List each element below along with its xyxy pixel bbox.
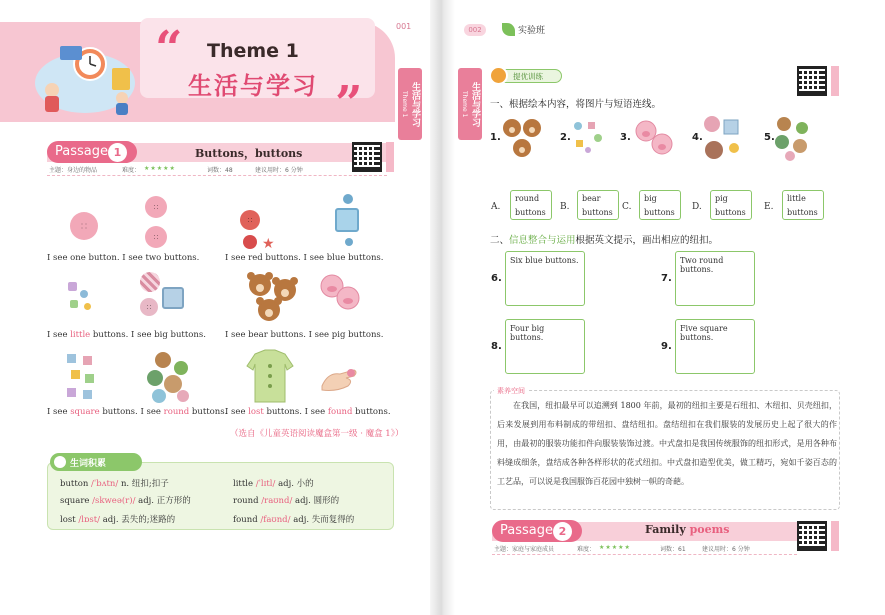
sentence-red-buttons: I see red buttons. bbox=[225, 253, 301, 263]
vocab-word: button bbox=[60, 479, 89, 489]
passage-2-number: 2 bbox=[553, 522, 572, 541]
little-button-1 bbox=[68, 282, 77, 291]
option-e-line2: buttons bbox=[787, 208, 818, 217]
literacy-text: 在我国，纽扣最早可以追溯到 1800 年前，最初的纽扣主要是石纽扣、木纽扣、贝壳纽扣，后来发展到用布料制成的带纽扣、盘结纽扣。盘结纽扣在我们服装的发展历史上起了很大的作用，由最初的服装功能扣件向服装装饰过渡。中式盘扣是我国传统服饰的纽扣形式，是用各种布料缝成细条，盘结成各种各样形状的花式纽扣。中式盘扣造型优美，做工精巧，宛如千姿百态的工艺品，可以说是我国服饰百花园中独树一帜的奇葩。 bbox=[497, 401, 837, 486]
vocab-item-button bbox=[60, 477, 169, 489]
vocab-heading: 生词积累 bbox=[50, 453, 142, 471]
vocab-definition: adj. 圆形的 bbox=[295, 496, 340, 506]
vocab-item-round bbox=[233, 494, 339, 506]
sentence-blue-buttons: I see blue buttons. bbox=[303, 253, 384, 263]
answer-number-7: 7. bbox=[661, 273, 672, 284]
sentence-bear-buttons: I see bear buttons. bbox=[225, 330, 306, 340]
q1-picture-bear-buttons bbox=[500, 116, 545, 160]
meta-difficulty-label: 难度： bbox=[577, 546, 596, 553]
option-box-e bbox=[782, 190, 824, 220]
answer-number-6: 6. bbox=[491, 273, 502, 284]
vocab-item-little bbox=[233, 477, 314, 489]
leaf-icon bbox=[502, 23, 515, 36]
option-box-c bbox=[639, 190, 681, 220]
sentence-square-word: square bbox=[70, 407, 100, 417]
sentence-found-pre: I see bbox=[304, 407, 328, 417]
answer-box-8[interactable]: Four big buttons. bbox=[505, 319, 585, 374]
option-letter-c: C. bbox=[622, 202, 632, 212]
page-number-right: 002 bbox=[464, 24, 486, 36]
quote-close-icon: ” bbox=[335, 76, 363, 132]
picture-number-3: 3. bbox=[620, 132, 631, 143]
answer-number-8: 8. bbox=[491, 341, 502, 352]
vocab-definition: adj. 正方形的 bbox=[138, 496, 191, 506]
meta-word-count: 词数：48 bbox=[207, 167, 233, 174]
q1-picture-big-buttons bbox=[702, 114, 744, 162]
vocab-phonetic: /ˈlɪtl/ bbox=[255, 479, 276, 489]
sentence-1 bbox=[47, 253, 199, 263]
sentence-round-buttons bbox=[140, 407, 227, 417]
sentence-found-buttons bbox=[305, 407, 391, 417]
passage-2-label: Passage bbox=[492, 520, 582, 542]
option-letter-a: A. bbox=[491, 202, 501, 212]
blue-square-button-picture bbox=[335, 208, 359, 232]
question-2-prefix: 二、 bbox=[490, 235, 510, 246]
picture-number-5: 5. bbox=[764, 132, 775, 143]
meta-suggested-time: 建议用时：6 分钟 bbox=[255, 167, 303, 174]
qr-code-right[interactable] bbox=[797, 66, 827, 96]
big-button-round bbox=[140, 298, 158, 316]
vocab-definition: n. 纽扣;扣子 bbox=[120, 479, 169, 489]
literacy-label: 素养空间 bbox=[494, 386, 528, 396]
q1-picture-little-buttons bbox=[570, 118, 610, 158]
option-b-line1: bear bbox=[582, 194, 601, 203]
theme-subtitle: 生活与学习 bbox=[188, 72, 318, 100]
option-c-line1: big bbox=[644, 194, 657, 203]
passage-2-title bbox=[645, 523, 729, 536]
vocab-phonetic: /faʊnd/ bbox=[260, 515, 291, 525]
side-tab-label: 生活与学习 bbox=[470, 81, 480, 127]
meta-suggested-time: 建议用时：6 分钟 bbox=[702, 546, 750, 553]
passage-2-meta bbox=[492, 542, 797, 555]
meta-difficulty-stars: ★★★★★ bbox=[599, 544, 631, 551]
option-letter-d: D. bbox=[692, 202, 702, 212]
practice-tag: 提优训练 bbox=[492, 69, 562, 83]
square-buttons-picture bbox=[65, 352, 99, 402]
qr-tag-right bbox=[831, 66, 839, 96]
vocab-item-lost bbox=[60, 513, 175, 525]
red-buttons-picture bbox=[240, 210, 260, 230]
vocab-heading-icon bbox=[54, 456, 66, 468]
vocab-item-square bbox=[60, 494, 191, 506]
question-2-highlight: 信息整合与运用 bbox=[509, 235, 576, 246]
answer-number-9: 9. bbox=[661, 341, 672, 352]
sentence-found-post: buttons. bbox=[352, 407, 391, 417]
side-tab-sub: Theme 1 bbox=[461, 90, 468, 118]
meta-topic: 主题：身边的物品 bbox=[49, 167, 98, 174]
vocab-word: round bbox=[233, 496, 259, 506]
red-buttons-picture-small bbox=[243, 235, 257, 249]
practice-icon bbox=[489, 66, 508, 85]
vocab-phonetic: /lɒst/ bbox=[78, 515, 100, 525]
meta-difficulty-label: 难度： bbox=[122, 167, 141, 174]
vocab-word: lost bbox=[60, 515, 76, 525]
left-page bbox=[0, 0, 430, 615]
picture-number-1: 1. bbox=[490, 132, 501, 143]
q1-picture-round-buttons bbox=[772, 114, 812, 162]
qr-code[interactable] bbox=[352, 142, 382, 172]
option-box-d bbox=[710, 190, 752, 220]
theme-illustration bbox=[30, 28, 140, 116]
sentence-found-word: found bbox=[327, 407, 353, 417]
option-d-line1: pig bbox=[715, 194, 728, 203]
option-a-line1: round bbox=[515, 194, 540, 203]
vocab-definition: adj. 小的 bbox=[278, 479, 314, 489]
sentence-square-buttons bbox=[47, 407, 138, 417]
option-c-line2: buttons bbox=[644, 208, 675, 217]
answer-box-9[interactable]: Five square buttons. bbox=[675, 319, 755, 374]
sentence-lost-buttons bbox=[225, 407, 302, 417]
quote-open-icon: “ bbox=[155, 21, 183, 77]
vocab-phonetic: /skweə(r)/ bbox=[92, 496, 136, 506]
option-a-line2: buttons bbox=[515, 208, 546, 217]
sentence-round-word: round bbox=[163, 407, 190, 417]
option-letter-b: B. bbox=[560, 202, 570, 212]
lost-buttons-shirt-picture bbox=[245, 348, 295, 404]
sentence-square-pre: I see bbox=[47, 407, 71, 417]
blue-button-tiny bbox=[345, 238, 353, 246]
passage-label: Passage bbox=[47, 141, 137, 163]
found-button-hand-picture bbox=[318, 360, 363, 395]
sentence-little-post: buttons. bbox=[90, 330, 129, 340]
option-d-line2: buttons bbox=[715, 208, 746, 217]
passage-2-title-highlight: poems bbox=[689, 523, 730, 536]
two-buttons-picture-top bbox=[145, 196, 167, 218]
little-button-2 bbox=[80, 290, 88, 298]
sentence-round-pre: I see bbox=[140, 407, 164, 417]
sentence-5 bbox=[47, 407, 227, 417]
qr-tag bbox=[386, 142, 394, 172]
vocab-phonetic: /raʊnd/ bbox=[261, 496, 293, 506]
sentence-little-word: little bbox=[70, 330, 91, 340]
question-2-title bbox=[490, 232, 718, 246]
sentence-lost-word: lost bbox=[248, 407, 264, 417]
vocab-definition: adj. 丢失的;迷路的 bbox=[102, 515, 176, 525]
passage-number: 1 bbox=[108, 143, 127, 162]
sentence-big-buttons: I see big buttons. bbox=[131, 330, 206, 340]
vocab-word: square bbox=[60, 496, 90, 506]
sentence-two-buttons: I see two buttons. bbox=[122, 253, 200, 263]
q1-picture-pig-buttons bbox=[632, 118, 676, 158]
answer-box-6[interactable]: Six blue buttons. bbox=[505, 251, 585, 306]
sentence-4 bbox=[225, 330, 384, 340]
option-e-line1: little bbox=[787, 194, 806, 203]
meta-topic: 主题：家庭与家庭成员 bbox=[494, 546, 555, 553]
side-tab-label: 生活与学习 bbox=[410, 81, 420, 127]
option-box-a bbox=[510, 190, 552, 220]
side-tab-right bbox=[458, 68, 482, 140]
bear-buttons-picture bbox=[245, 270, 300, 325]
vocab-word: little bbox=[233, 479, 254, 489]
book-spine bbox=[430, 0, 455, 615]
sentence-little-pre: I see bbox=[47, 330, 71, 340]
option-letter-e: E. bbox=[764, 202, 774, 212]
big-button-striped bbox=[140, 272, 160, 292]
sentence-one-button: I see one button. bbox=[47, 253, 120, 263]
little-button-3 bbox=[70, 300, 78, 308]
vocab-phonetic: /ˈbʌtn/ bbox=[91, 479, 119, 489]
qr-tag-passage-2 bbox=[831, 521, 839, 551]
round-buttons-picture bbox=[143, 350, 193, 405]
sentence-lost-post: buttons. bbox=[263, 407, 302, 417]
passage-meta bbox=[47, 163, 387, 176]
theme-title: Theme 1 bbox=[207, 40, 299, 62]
option-b-line2: buttons bbox=[582, 208, 613, 217]
sentence-little-buttons bbox=[47, 330, 128, 340]
sentence-6 bbox=[225, 407, 391, 417]
source-note: （选自《儿童英语阅读魔盒第一级 · 魔盒 1》） bbox=[230, 429, 404, 439]
side-tab-sub: Theme 1 bbox=[401, 90, 408, 118]
little-button-4 bbox=[84, 303, 91, 310]
question-1-title: 一、根据绘本内容，将图片与短语连线。 bbox=[490, 99, 662, 110]
answer-box-7[interactable]: Two round buttons. bbox=[675, 251, 755, 306]
picture-number-2: 2. bbox=[560, 132, 571, 143]
pig-buttons-picture bbox=[318, 272, 363, 312]
side-tab bbox=[398, 68, 422, 140]
big-button-square bbox=[162, 287, 184, 309]
class-name: 实验班 bbox=[518, 26, 546, 36]
meta-word-count: 词数：61 bbox=[660, 546, 686, 553]
sentence-2 bbox=[225, 253, 383, 263]
meta-difficulty-stars: ★★★★★ bbox=[144, 165, 176, 172]
question-2-suffix: 根据英文提示，画出相应的纽扣。 bbox=[575, 235, 719, 246]
vocab-item-found bbox=[233, 513, 354, 525]
red-star-button-icon: ★ bbox=[262, 236, 275, 252]
vocab-word: found bbox=[233, 515, 258, 525]
sentence-3 bbox=[47, 330, 206, 340]
sentence-lost-pre: I see bbox=[225, 407, 249, 417]
two-buttons-picture-bottom bbox=[145, 226, 167, 248]
vocab-definition: adj. 失而复得的 bbox=[293, 515, 355, 525]
passage-title: Buttons，buttons bbox=[195, 147, 303, 160]
sentence-round-post: buttons. bbox=[189, 407, 228, 417]
sentence-pig-buttons: I see pig buttons. bbox=[308, 330, 384, 340]
picture-number-4: 4. bbox=[692, 132, 703, 143]
option-box-b bbox=[577, 190, 619, 220]
one-button-picture bbox=[70, 212, 98, 240]
qr-code-passage-2[interactable] bbox=[797, 521, 827, 551]
sentence-square-post: buttons. bbox=[99, 407, 138, 417]
page-number: 001 bbox=[396, 22, 412, 31]
passage-2-title-pre: Family bbox=[645, 523, 690, 536]
blue-button-small bbox=[343, 194, 353, 204]
